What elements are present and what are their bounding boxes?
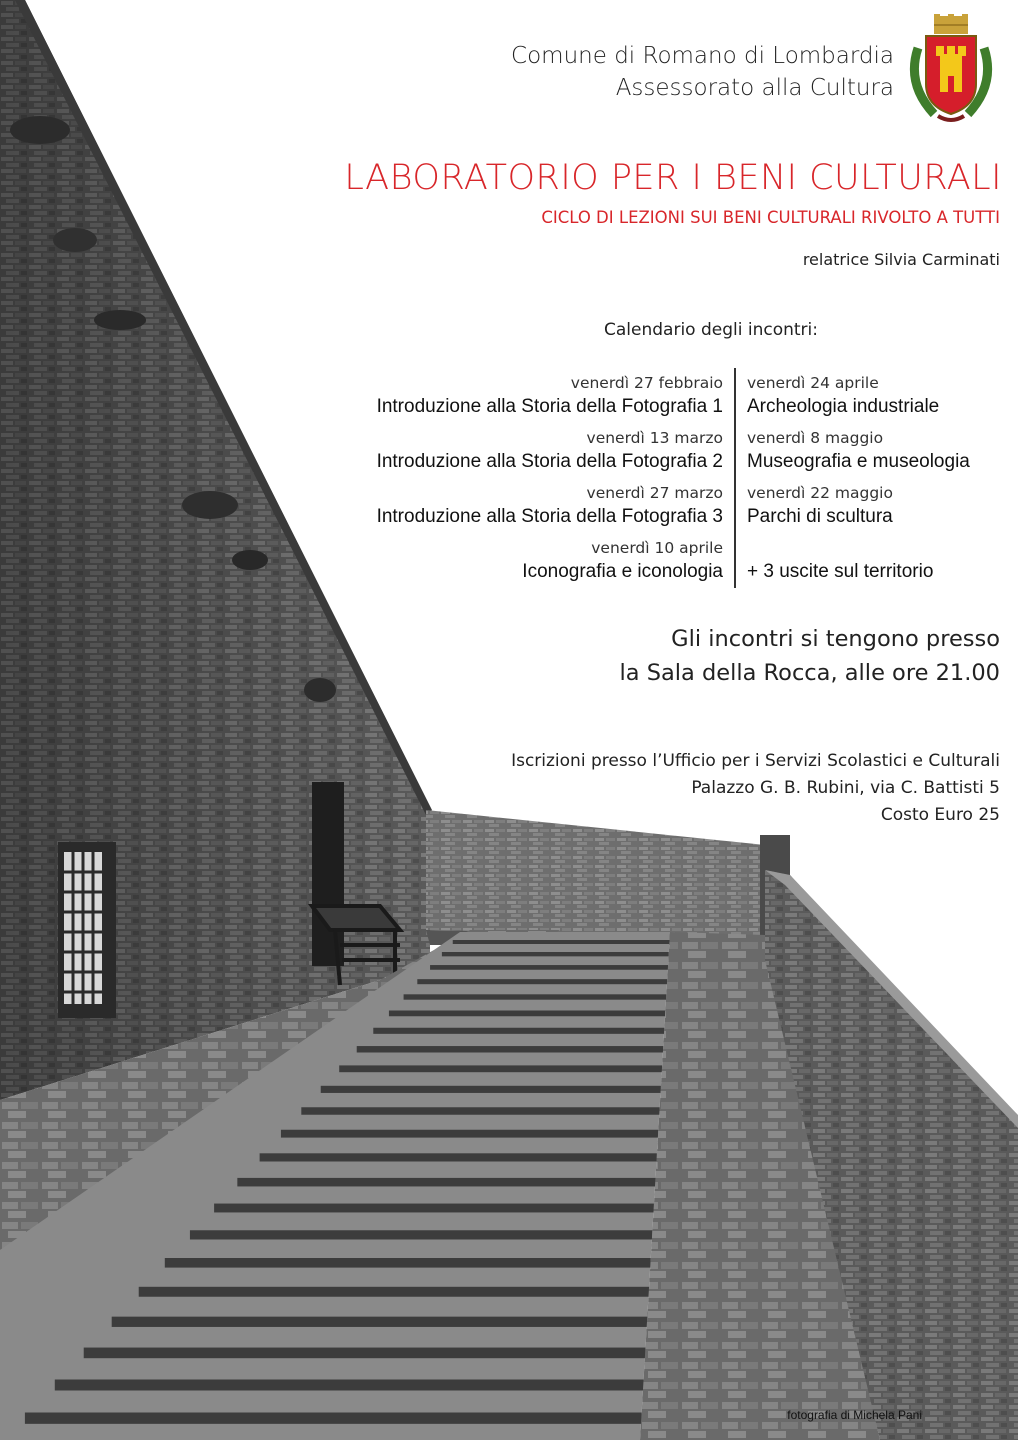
stair-step: [442, 952, 669, 956]
event-topic: Introduzione alla Storia della Fotografia 2: [376, 451, 723, 472]
stair-step: [139, 1287, 649, 1297]
stair-step: [260, 1153, 657, 1161]
event-topic: Parchi di scultura: [747, 506, 893, 527]
stair-step: [430, 965, 668, 970]
event-date: venerdì 8 maggio: [747, 429, 884, 447]
poster-title: LABORATORIO PER I BENI CULTURALI: [344, 158, 1002, 198]
stair-step: [190, 1230, 652, 1239]
stair-step: [214, 1204, 654, 1213]
calendar-left-column: [377, 372, 723, 592]
event-date: venerdì 27 marzo: [586, 484, 723, 502]
stair-step: [417, 979, 667, 984]
stair-step: [389, 1011, 665, 1017]
event-date: venerdì 24 aprile: [747, 374, 879, 392]
calendar-event: [377, 482, 723, 537]
calendar-event: [377, 537, 723, 592]
event-date: venerdì 22 maggio: [747, 484, 893, 502]
event-topic: Museografia e museologia: [747, 451, 970, 472]
poster-subtitle: CICLO DI LEZIONI SUI BENI CULTURALI RIVOLTO A TUTTI: [541, 208, 1000, 227]
calendar-event: [377, 372, 723, 427]
calendar-right-column: [747, 372, 970, 585]
municipality-name: Comune di Romano di Lombardia: [511, 43, 894, 69]
stair-step: [281, 1130, 658, 1138]
event-date: venerdì 13 marzo: [586, 429, 723, 447]
event-topic: Iconografia e iconologia: [522, 561, 723, 582]
header: [511, 40, 894, 104]
stair-step: [404, 994, 667, 999]
registration-office: Iscrizioni presso l’Ufficio per i Servizi Scolastici e Culturali: [511, 751, 1000, 771]
calendar-heading: Calendario degli incontri:: [604, 320, 818, 340]
photo-credit: fotografia di Michela Pani: [787, 1408, 922, 1422]
stair-step: [301, 1107, 659, 1115]
calendar-event: [377, 427, 723, 482]
stair-step: [84, 1348, 646, 1359]
stair-step: [112, 1317, 648, 1327]
stair-step: [357, 1046, 664, 1052]
stair-step: [165, 1258, 651, 1268]
municipal-crest-icon: [904, 14, 998, 132]
registration-cost: Costo Euro 25: [880, 805, 1000, 825]
stair-step: [25, 1413, 642, 1424]
speaker-line: relatrice Silvia Carminati: [802, 250, 1000, 269]
venue-line: Gli incontri si tengono presso: [671, 626, 1000, 652]
stair-step: [453, 940, 670, 944]
registration-info: [511, 748, 1000, 829]
field-trips-note: + 3 uscite sul territorio: [747, 561, 934, 582]
calendar-divider: [734, 368, 736, 588]
calendar-event: [747, 372, 970, 427]
venue-line: la Sala della Rocca, alle ore 21.00: [619, 660, 1000, 686]
calendar-event: [747, 427, 970, 482]
event-topic: Introduzione alla Storia della Fotografia 1: [376, 396, 723, 417]
stair-step: [339, 1065, 662, 1072]
registration-address: Palazzo G. B. Rubini, via C. Battisti 5: [691, 778, 1000, 798]
stair-step: [321, 1086, 661, 1093]
venue-info: [620, 622, 1000, 690]
event-date: venerdì 10 aprile: [591, 539, 723, 557]
stair-step: [55, 1380, 644, 1391]
stair-step: [373, 1028, 664, 1034]
event-topic: Introduzione alla Storia della Fotografia 3: [376, 506, 723, 527]
event-topic: Archeologia industriale: [747, 396, 940, 417]
stair-step: [237, 1178, 655, 1187]
calendar-event: [747, 482, 970, 537]
department-name: Assessorato alla Cultura: [615, 75, 894, 101]
event-date: venerdì 27 febbraio: [570, 374, 723, 392]
